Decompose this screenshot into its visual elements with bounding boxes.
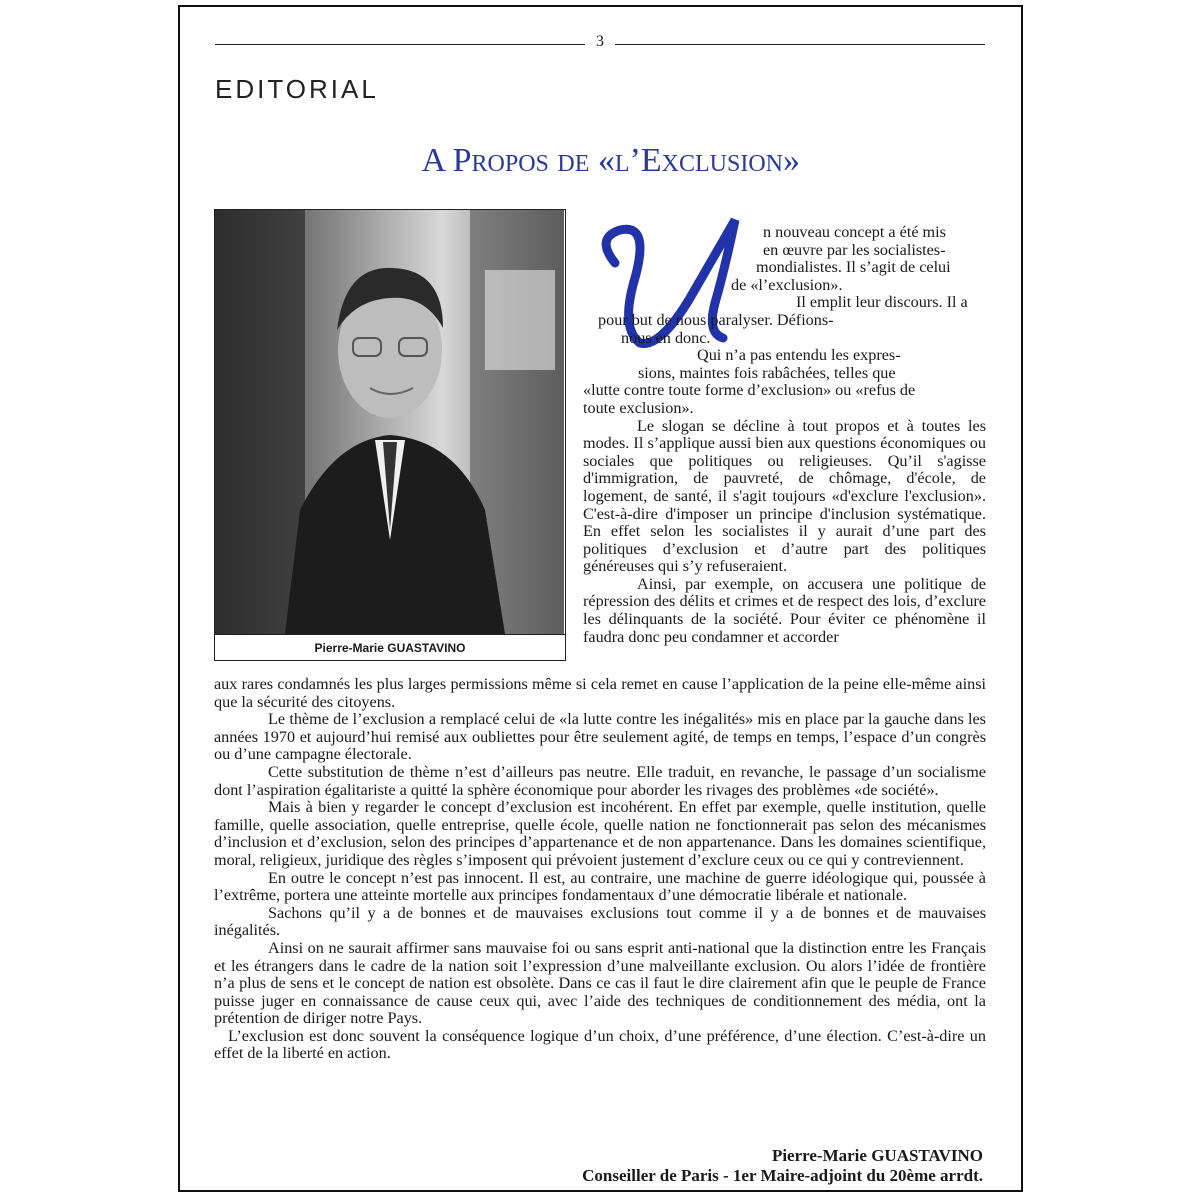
portrait-photo [214,209,566,661]
right-line-5: Il emplit leur discours. Il a [796,293,968,312]
right-line-7: nous en donc. [621,328,711,347]
paragraph-2: Le thème de l’exclusion a remplacé celui de «la lutte contre les inégalités» mis en place par la gauche dans les années 1970 et aujourd’hui remisé aux oubliettes pour être seulement agité, de temps en temps, l’espace d’un congrès ou d’une campagne électorale. [214,710,986,764]
signature-role: Conseiller de Paris - 1er Maire-adjoint du 20ème arrdt. [582,1166,983,1185]
header-rule-left [215,44,585,45]
paragraph-6: Sachons qu’il y a de bonnes et de mauvaises exclusions tout comme il y a de bonnes et de mauvaises inégalités. [214,903,986,940]
paragraph-3: Cette substitution de thème n’est d’ailleurs pas neutre. Elle traduit, en revanche, le passage d’un socialisme dont l’aspiration égalitariste a quitté la sphère économique pour aborder les rivages des problèmes «de société». [214,762,986,799]
right-line-10: «lutte contre toute forme d’exclusion» ou «refus de [583,381,916,400]
right-line-3: mondialistes. Il s’agit de celui [756,258,951,277]
header-rule-right [615,44,985,45]
portrait-image [215,210,564,634]
section-label: EDITORIAL [215,74,379,104]
page-number: 3 [596,33,604,50]
paragraph-8: L’exclusion est donc souvent la conséquence logique d’un choix, d’une préférence, d’une élection. C’est-à-dire un effet de la liberté en action. [214,1026,986,1063]
right-line-1: n nouveau concept a été mis [763,223,946,241]
paragraph-4: Mais à bien y regarder le concept d’exclusion est incohérent. En effet par exemple, quelle institution, quelle famille, quelle association, quelle entreprise, quelle école, quelle nation ne fonctionnerait pas selon des mécanismes d’inclusion et d’exclusion, selon des principes d’appartenance et de non appartenance. Dans les domaines scientifique, moral, religieux, juridique des règles s’imposent qui prévoient justement d’exclure ceux ou ce qui y contreviennent. [214,798,986,869]
paragraph-7: Ainsi on ne saurait affirmer sans mauvaise foi ou sans esprit anti-national que la distinction entre les Français et les étrangers dans le cadre de la nation soit l’expression d’une malveillante exclusion. Ou alors l’idée de frontière n’a plus de sens et le concept de nation est obsolète. Dans ce cas il faut le dire clairement afin que le peuple de France puisse juger en connaissance de cause ceux qui, avec l’aide des techniques de conditionnement des média, ont la prétention de diriger notre Pays. [214,938,986,1028]
right-column-text [583,224,986,646]
full-width-text [214,676,986,1063]
signature-name: Pierre-Marie GUASTAVINO [771,1146,983,1165]
right-line-9: sions, maintes fois rabâchées, telles que [638,363,896,382]
right-line-2: en œuvre par les socialistes- [763,240,946,259]
article-title: A Propos de «l’Exclusion» [421,142,800,179]
right-line-4: de «l’exclusion». [731,275,843,294]
paragraph-5: En outre le concept n’est pas innocent. Il est, au contraire, une machine de guerre idéologique qui, poussée à l’extrême, portera une atteinte mortelle aux principes fondamentaux d’une démocratie libérale et nationale. [214,868,986,905]
right-line-8: Qui n’a pas entendu les expres- [697,346,901,365]
right-paragraph-1: Le slogan se décline à tout propos et à toutes les modes. Il s’applique aussi bien aux questions économiques ou sociales que politiques ou religieuses. Qu’il s'agisse d'immigration, de pauvreté, de chômage, d'école, de logement, de santé, il s'agit toujours «d'exclure l'exclusion». C'est-à-dire d'imposer un principe d'inclusion systématique. En effet selon les socialistes il y aurait d’une part des politiques d’exclusion et d’autre part des politiques généreuses qui s’y refuseraient. [583,416,986,576]
signature [582,1146,983,1186]
right-paragraph-2: Ainsi, par exemple, on accusera une politique de répression des délits et crimes et de respect des lois, d’exclure les délinquants de la société. Pour éviter ce phénomène il faudra donc peu condamner et accorder [583,574,986,646]
page-header [215,33,985,53]
right-line-11: toute exclusion». [583,398,694,417]
right-line-6: pour but de nous paralyser. Défions- [598,310,834,329]
paragraph-1: aux rares condamnés les plus larges permissions même si cela remet en cause l’application de la peine elle-même ainsi que la sécurité des citoyens. [214,675,986,711]
photo-caption: Pierre-Marie GUASTAVINO [215,634,565,661]
